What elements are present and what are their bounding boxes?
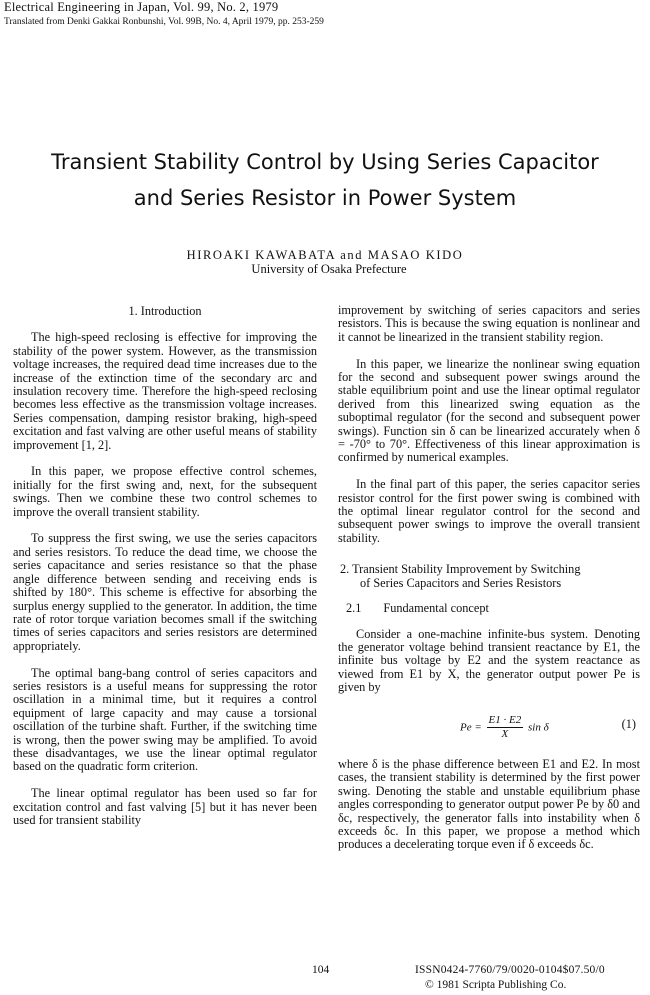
paragraph: In this paper, we propose effective control schemes, initially for the first swing and, next, for the subsequent swings. Then we combine these two control schemes to improve the overall transient stability. (13, 464, 317, 519)
paragraph: In the final part of this paper, the series capacitor series resistor control for the first power swing is combined with the optimal linear regulator control for the second and subsequent power swings to improve the overall transient stability. (338, 477, 640, 545)
paper-title-line-2: and Series Resistor in Power System (133, 186, 517, 210)
equation-formula (460, 714, 549, 742)
subsection-title: Fundamental concept (383, 601, 489, 616)
issn: ISSN0424-7760/79/0020-0104$07.50/0 (415, 964, 605, 976)
equation-numerator: E1 · E2 (487, 714, 524, 728)
equation-lhs: Pe = (460, 721, 482, 734)
paper-title-line-1: Transient Stability Control by Using Series Capacitor (51, 150, 599, 174)
paragraph: In this paper, we linearize the nonlinear swing equation for the second and subsequent power swings around the stable equilibrium point and use the linear optimal regulator derived from this linearized swing equation as the suboptimal regulator (for the second and subsequent power swings). Function sin δ can be linearized accurately when δ = -70° to 70°. Effectiveness of this linear approximation is confirmed by numerical examples. (338, 356, 640, 465)
authors: HIROAKI KAWABATA and MASAO KIDO (186, 248, 464, 262)
copyright: © 1981 Scripta Publishing Co. (425, 979, 567, 991)
equation-fraction (487, 714, 524, 742)
paragraph: The high-speed reclosing is effective for improving the stability of the power system. However, as the transmission voltage increases, the required dead time increases due to the increase of the extinction time of the secondary arc and insulation recovery time. Therefore the high-speed reclosing becomes less effective as the transmission voltage increases. Series compensation, damping resistor braking, high-speed excitation and fast valving are other useful means of stability improvement [1, 2]. (13, 330, 317, 452)
subsection-heading (338, 602, 640, 615)
equation-rhs: sin δ (527, 721, 549, 734)
paragraph: improvement by switching of series capacitors and series resistors. This is because the swing equation is nonlinear and it cannot be linearized in the transient stability region. (338, 303, 640, 344)
section-heading-2 (338, 563, 640, 590)
affiliation: University of Osaka Prefecture (251, 262, 407, 276)
right-column (338, 304, 640, 865)
paragraph: To suppress the first swing, we use the series capacitors and series resistors. To reduce the dead time, we choose the series capacitance and series resistance so that the phase angle difference between sending and receiving ends is shifted by 180°. This scheme is effective for absorbing the surplus energy supplied to the generator. In addition, the time rate of rotor torque variation becomes small if the switching times of series capacitors and series resistors are determined appropriately. (13, 531, 317, 653)
paragraph: The linear optimal regulator has been used so far for excitation control and fast valving [5] but it has never been used for transient stability (13, 786, 317, 827)
equation-1 (338, 708, 640, 748)
left-column (13, 304, 317, 841)
translation-note: Translated from Denki Gakkai Ronbunshi, Vol. 99B, No. 4, April 1979, pp. 253-259 (4, 17, 324, 27)
equation-number: (1) (621, 716, 636, 731)
section-heading-introduction: 1. Introduction (128, 304, 202, 318)
paragraph: Consider a one-machine infinite-bus system. Denoting the generator voltage behind transient reactance by E1, the infinite bus voltage by E2 and the system reactance as viewed from E1 by X, the generator output power Pe is given by (338, 626, 640, 695)
page-number: 104 (312, 964, 330, 976)
subsection-number: 2.1 (346, 601, 362, 616)
section-heading-2-line-1: 2. Transient Stability Improvement by Switching (340, 562, 581, 577)
journal-citation: Electrical Engineering in Japan, Vol. 99, No. 2, 1979 (4, 0, 279, 14)
section-heading-2-line-2: of Series Capacitors and Series Resistors (360, 575, 562, 590)
equation-denominator: X (501, 728, 509, 741)
paragraph: where δ is the phase difference between E1 and E2. In most cases, the transient stability is determined by the first power swing. Denoting the stable and unstable equilibrium phase angles corresponding to generator output power Pe by δ0 and δc, respectively, the generator falls into instability when δ exceeds δc. In this paper, we propose a method which produces a decelerating torque even if δ exceeds δc. (338, 756, 640, 852)
paragraph: The optimal bang-bang control of series capacitors and series resistors is a useful means for suppressing the rotor oscillation in a minimal time, but it requires a control equipment of large capacity and may cause a torsional oscillation of the turbine shaft. Further, if the switching time is wrong, then the power swing may be amplified. To avoid these disadvantages, we use the linear optimal regulator based on the quadratic form criterion. (13, 665, 317, 774)
